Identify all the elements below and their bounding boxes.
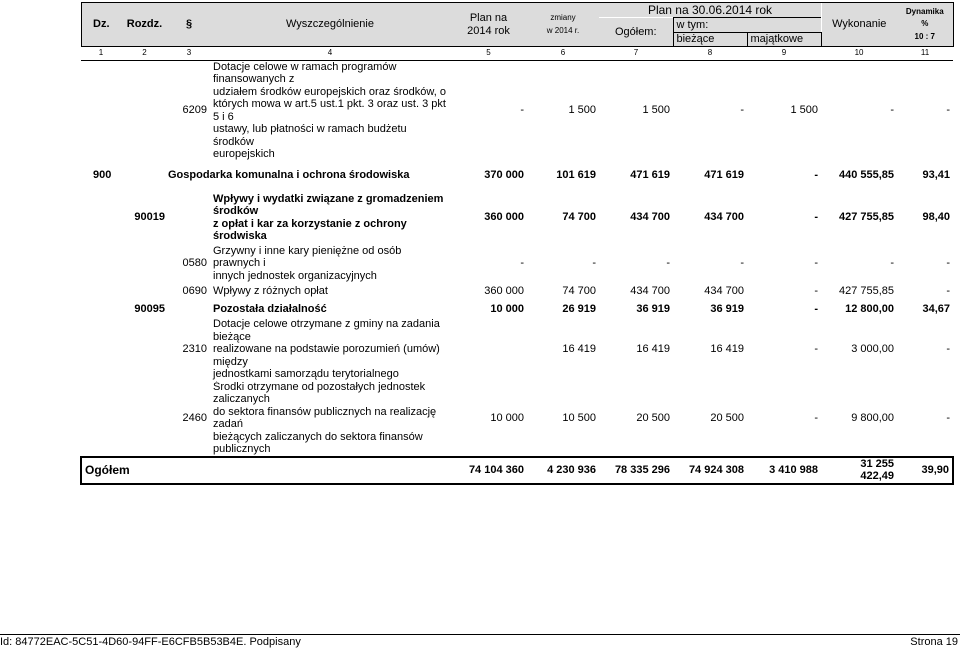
document-id: Id: 84772EAC-5C51-4D60-94FF-E6CFB5B53B4E. Podpisany [0,636,301,648]
cell-capital: - [814,169,819,182]
header-capital: majątkowe [747,33,821,47]
desc-line: jednostkami samorządu terytorialnego [213,368,399,380]
desc-line: z opłat i kar za korzystanie z ochrony środwiska [213,217,407,242]
column-numbers-row [81,47,953,61]
cell-execution: 3 000,00 [851,343,895,355]
colnum: 4 [210,47,450,61]
row-description: Wpływy z różnych opłat [213,284,328,297]
cell-execution: - [890,257,895,269]
cell-changes: - [592,257,596,269]
colnum: 6 [527,47,599,61]
cell-dynamics: - [946,411,951,424]
cell-total: 434 700 [630,211,670,224]
colnum: 5 [450,47,527,61]
total-changes: 4 230 936 [527,457,599,484]
table-row [81,245,953,283]
table-row [81,381,953,457]
desc-line: Wpływy i wydatki związane z gromadzeniem środków [213,192,444,217]
cell-execution: 440 555,85 [838,169,895,182]
colnum: 8 [673,47,747,61]
header-changes-line1: zmiany [550,13,576,22]
cell-execution: - [890,104,895,117]
desc-line: Środki otrzymane od pozostałych jednostek zaliczanych [213,380,426,405]
header-execution: Wykonanie [821,3,897,47]
paragraph-code: 2310 [182,343,207,355]
cell-current: - [740,104,744,117]
table-row [81,191,953,245]
cell-plan [450,318,527,381]
header-plan [450,3,527,47]
header-dynamics [897,3,953,47]
total-plan: 74 104 360 [450,457,527,484]
header-dynamics-line1: Dynamika [905,6,944,16]
desc-line: Dotacje celowe otrzymane z gminy na zadania bieżące [213,318,440,343]
total-capital: 3 410 988 [747,457,821,484]
cell-total: 20 500 [636,411,670,424]
row-description: Gospodarka komunalna i ochrona środowiska [168,169,410,182]
cell-current: 36 919 [710,302,744,315]
cell-dynamics: 34,67 [922,302,951,315]
cell-current: 434 700 [704,284,744,297]
cell-execution: 427 755,85 [838,211,895,224]
cell-total: 16 419 [636,343,670,355]
desc-line: ustawy, lub płatności w ramach budżetu środków [213,123,407,148]
cell-capital: - [814,411,819,424]
header-paragraph: § [168,3,210,47]
cell-total: 1 500 [642,104,670,117]
row-description [210,381,450,457]
cell-plan: - [520,104,524,117]
page-number: Strona 19 [910,636,958,648]
cell-capital: - [814,284,819,297]
header-changes [527,3,599,47]
header-plan-date: Plan na 30.06.2014 rok [599,3,821,18]
cell-plan: 10 000 [490,302,524,315]
cell-current: 471 619 [704,169,744,182]
footer-divider [0,634,960,635]
budget-table [80,2,954,485]
cell-capital: 1 500 [790,104,819,117]
table-row [81,60,953,161]
cell-execution: 427 755,85 [838,284,895,297]
colnum: 11 [897,47,953,61]
header-plan-line2: 2014 rok [467,24,510,37]
cell-current: 434 700 [704,211,744,224]
desc-line: europejskich [213,148,275,160]
cell-plan: 370 000 [484,169,524,182]
total-current: 74 924 308 [673,457,747,484]
row-description: Pozostała działalność [213,302,327,315]
cell-changes: 16 419 [562,343,596,355]
paragraph-code: 2460 [182,411,207,424]
cell-changes: 74 700 [562,211,596,224]
cell-changes: 74 700 [562,284,596,297]
table-row [81,282,953,300]
cell-capital: - [814,257,819,269]
cell-capital: - [814,211,819,224]
desc-line: do sektora finansów publicznych na realizację zadań [213,405,437,430]
cell-current: - [740,257,744,269]
desc-line: Dotacje celowe w ramach programów finansowanych z [213,60,397,85]
cell-changes: 101 619 [556,169,596,182]
cell-dynamics: - [946,104,951,117]
header-dynamics-line3: 10 : 7 [914,31,936,41]
cell-execution: 9 800,00 [851,411,895,424]
cell-current: 20 500 [710,411,744,424]
colnum: 1 [81,47,121,61]
total-row [81,457,953,484]
cell-dynamics: 93,41 [922,169,951,182]
total-total: 78 335 296 [599,457,673,484]
paragraph-code: 0580 [182,257,207,269]
colnum: 3 [168,47,210,61]
cell-plan: 10 000 [490,411,524,424]
colnum: 10 [821,47,897,61]
cell-execution: 12 800,00 [845,302,895,315]
row-description [210,60,450,161]
header-total: Ogółem: [599,18,673,47]
desc-line: bieżących zaliczanych do sektora finansów publicznych [213,430,423,455]
colnum: 2 [121,47,168,61]
cell-current: 16 419 [710,343,744,355]
desc-line: realizowane na podstawie porozumień (umów) między [213,343,440,368]
cell-total: 434 700 [630,284,670,297]
cell-changes: 10 500 [562,411,596,424]
cell-changes: 1 500 [568,104,596,117]
header-dynamics-line2: % [921,19,929,29]
cell-dynamics: - [946,257,951,269]
header-changes-line2: w 2014 r. [546,25,580,35]
desc-line: innych jednostek organizacyjnych [213,269,377,282]
subsection-code: 90019 [134,211,165,224]
cell-dynamics: - [946,343,951,355]
header-current: bieżące [673,33,747,47]
cell-dynamics: - [946,284,951,297]
section-code: 900 [93,169,112,182]
colnum: 9 [747,47,821,61]
header-plan-line1: Plan na [469,12,508,24]
row-description [210,191,450,245]
total-execution: 31 255 422,49 [821,457,897,484]
cell-plan: 360 000 [484,211,524,224]
table-row [81,161,953,191]
row-description [210,245,450,283]
subsection-code: 90095 [134,302,165,315]
cell-total: 36 919 [636,302,670,315]
desc-line: udziałem środków europejskich oraz środków, o [213,85,446,98]
table-row [81,300,953,318]
table-row [81,318,953,381]
header-of-which: w tym: [673,18,821,33]
header-dz: Dz. [81,3,121,47]
row-description [210,318,450,381]
cell-total: - [666,257,670,269]
header-rozdz: Rozdz. [121,3,168,47]
header-description: Wyszczególnienie [210,3,450,47]
cell-dynamics: 98,40 [922,211,951,224]
desc-line: Grzywny i inne kary pieniężne od osób prawnych i [213,244,402,269]
paragraph-code: 0690 [182,284,207,297]
colnum: 7 [599,47,673,61]
total-label: Ogółem [81,457,450,484]
desc-line: których mowa w art.5 ust.1 pkt. 3 oraz ust. 3 pkt 5 i 6 [213,98,446,123]
total-dynamics: 39,90 [897,457,953,484]
paragraph-code: 6209 [182,104,207,117]
cell-capital: - [814,302,819,315]
cell-changes: 26 919 [562,302,596,315]
cell-plan: - [520,257,524,269]
cell-capital: - [814,343,819,355]
cell-plan: 360 000 [484,284,524,297]
cell-total: 471 619 [630,169,670,182]
